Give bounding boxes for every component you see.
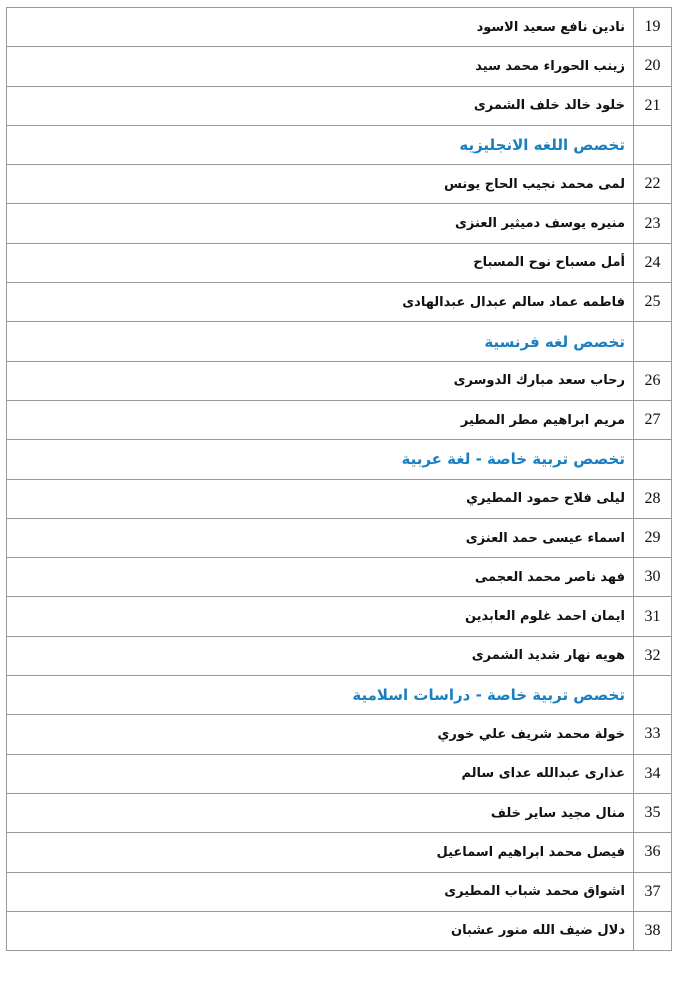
person-name: هويه نهار شديد الشمرى xyxy=(471,648,625,664)
person-name: عذارى عبدالله عداى سالم xyxy=(461,766,625,782)
table-row xyxy=(7,87,672,126)
table-row xyxy=(7,637,672,676)
person-name: رحاب سعد مبارك الدوسرى xyxy=(453,373,625,389)
table-row xyxy=(7,715,672,754)
row-number: 26 xyxy=(633,362,671,400)
table-row xyxy=(7,794,672,833)
person-name: ليلى فلاح حمود المطيري xyxy=(466,491,625,507)
row-number: 37 xyxy=(633,873,671,911)
table-row xyxy=(7,8,672,47)
table-row xyxy=(7,244,672,283)
section-title: تخصص لغه فرنسية xyxy=(484,332,625,351)
row-number: 36 xyxy=(633,833,671,871)
row-number: 22 xyxy=(633,165,671,203)
person-name: نادين نافع سعيد الاسود xyxy=(476,19,625,35)
row-number: 38 xyxy=(633,912,671,950)
section-title: تخصص اللغه الانجليزيه xyxy=(459,136,625,155)
row-number: 29 xyxy=(633,519,671,557)
row-number: 35 xyxy=(633,794,671,832)
row-number xyxy=(633,676,671,714)
person-name: منيره يوسف دميثير العنزى xyxy=(454,216,625,232)
row-number xyxy=(633,126,671,164)
row-number xyxy=(633,440,671,478)
row-number: 31 xyxy=(633,597,671,635)
person-name: منال مجيد ساير خلف xyxy=(490,805,625,821)
row-number: 24 xyxy=(633,244,671,282)
row-number: 21 xyxy=(633,87,671,125)
person-name: زينب الحوراء محمد سيد xyxy=(475,58,625,74)
row-number: 34 xyxy=(633,755,671,793)
table-row xyxy=(7,283,672,322)
table-row xyxy=(7,912,672,951)
person-name: خولة محمد شريف علي خوري xyxy=(437,726,625,742)
section-header-row xyxy=(7,440,672,479)
section-header-row xyxy=(7,676,672,715)
row-number: 30 xyxy=(633,558,671,596)
person-name: اشواق محمد شباب المطيرى xyxy=(444,884,625,900)
table-row xyxy=(7,755,672,794)
row-number: 19 xyxy=(633,8,671,46)
person-name: فيصل محمد ابراهيم اسماعيل xyxy=(436,844,625,860)
row-number: 27 xyxy=(633,401,671,439)
person-name: اسماء عيسى حمد العنزى xyxy=(465,530,625,546)
person-name: خلود خالد خلف الشمرى xyxy=(473,98,625,114)
section-header-row xyxy=(7,322,672,361)
graduates-table xyxy=(6,7,672,951)
table-row xyxy=(7,401,672,440)
table-row xyxy=(7,519,672,558)
row-number xyxy=(633,322,671,360)
table-row xyxy=(7,362,672,401)
table-row xyxy=(7,204,672,243)
person-name: لمى محمد نجيب الحاج يونس xyxy=(443,176,625,192)
person-name: ايمان احمد غلوم العابدين xyxy=(464,609,625,625)
person-name: فاطمه عماد سالم عبدال عبدالهادى xyxy=(402,294,625,310)
person-name: مريم ابراهيم مطر المطير xyxy=(460,412,625,428)
row-number: 32 xyxy=(633,637,671,675)
table-row xyxy=(7,165,672,204)
table-row xyxy=(7,558,672,597)
row-number: 25 xyxy=(633,283,671,321)
person-name: دلال ضيف الله منور عشبان xyxy=(451,923,625,939)
row-number: 28 xyxy=(633,480,671,518)
table-row xyxy=(7,47,672,86)
table-row xyxy=(7,833,672,872)
section-title: تخصص تربية خاصة - لغة عربية xyxy=(401,450,625,469)
table-row xyxy=(7,597,672,636)
section-header-row xyxy=(7,126,672,165)
row-number: 20 xyxy=(633,47,671,85)
table-row xyxy=(7,480,672,519)
person-name: أمل مسباح نوح المسباح xyxy=(473,255,625,271)
table-row xyxy=(7,873,672,912)
person-name: فهد ناصر محمد العجمى xyxy=(474,569,625,585)
section-title: تخصص تربية خاصة - دراسات اسلامية xyxy=(352,686,625,705)
row-number: 33 xyxy=(633,715,671,753)
row-number: 23 xyxy=(633,204,671,242)
